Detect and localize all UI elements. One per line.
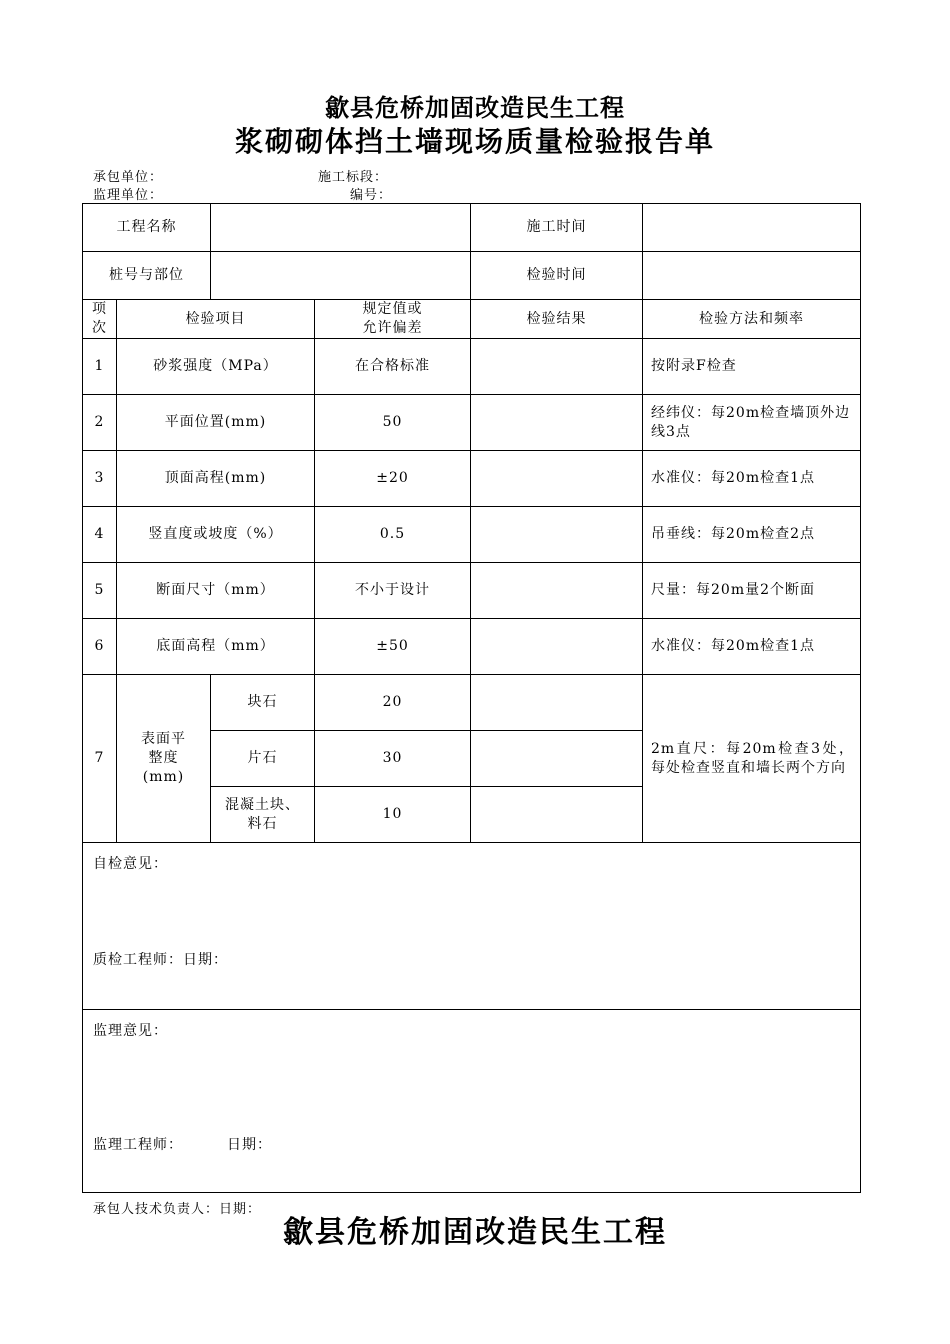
row-result[interactable]: [471, 451, 643, 507]
row-method: 按附录F检查: [643, 339, 861, 395]
supervision-row: [83, 1010, 861, 1193]
row-no: 2: [83, 395, 117, 451]
self-check-row: [83, 843, 861, 1010]
row-no: 5: [83, 563, 117, 619]
row-result[interactable]: [471, 395, 643, 451]
tech-lead-signature: 承包人技术负责人：日期：: [93, 1202, 262, 1217]
flatness-item: 表面平 整度 (mm): [117, 675, 211, 843]
row-result[interactable]: [471, 787, 643, 843]
report-title: 浆砌砌体挡土墙现场质量检验报告单: [234, 125, 715, 158]
info-row-project: [83, 204, 861, 252]
contractor-label: 承包单位：: [93, 170, 164, 185]
row-spec: 不小于设计: [315, 563, 471, 619]
table-row: [83, 395, 861, 451]
row-item: 竖直度或坡度（%）: [117, 507, 315, 563]
flatness-method: 2m直尺：每20m检查3处，每处检查竖直和墙长两个方向: [643, 675, 861, 843]
result-header: 检验结果: [471, 300, 643, 339]
sub-item-block-stone: 块石: [211, 675, 315, 731]
row-method: 水准仪：每20m检查1点: [643, 619, 861, 675]
inspection-table: [82, 203, 861, 1193]
number-label: 编号：: [350, 188, 393, 203]
build-time-value[interactable]: [643, 204, 861, 252]
row-item: 平面位置(mm): [117, 395, 315, 451]
row-no: 4: [83, 507, 117, 563]
inspect-time-value[interactable]: [643, 252, 861, 300]
row-spec: 10: [315, 787, 471, 843]
row-result[interactable]: [471, 339, 643, 395]
supervision-engineer-signature: 监理工程师： 日期：: [93, 1137, 272, 1153]
row-no: 6: [83, 619, 117, 675]
column-header-row: [83, 300, 861, 339]
row-no: 3: [83, 451, 117, 507]
project-title: 歙县危桥加固改造民生工程: [325, 93, 625, 122]
self-check-label: 自检意见：: [93, 856, 168, 872]
section-label: 施工标段：: [318, 170, 389, 185]
item-header: 检验项目: [117, 300, 315, 339]
project-name-value[interactable]: [211, 204, 471, 252]
row-result[interactable]: [471, 731, 643, 787]
sub-item-slab-stone: 片石: [211, 731, 315, 787]
supervision-box[interactable]: [83, 1010, 861, 1193]
row-result[interactable]: [471, 675, 643, 731]
row-spec: 30: [315, 731, 471, 787]
table-row: [83, 451, 861, 507]
row-item: 断面尺寸（mm）: [117, 563, 315, 619]
row-spec: ±50: [315, 619, 471, 675]
stake-value[interactable]: [211, 252, 471, 300]
sub-item-concrete-block: 混凝土块、 料石: [211, 787, 315, 843]
seq-header: 项 次: [83, 300, 117, 339]
row-spec: ±20: [315, 451, 471, 507]
row-no: 1: [83, 339, 117, 395]
spec-header: 规定值或 允许偏差: [315, 300, 471, 339]
stake-label: 桩号与部位: [83, 252, 211, 300]
table-row: [83, 619, 861, 675]
method-header: 检验方法和频率: [643, 300, 861, 339]
row-item: 砂浆强度（MPa）: [117, 339, 315, 395]
row-no: 7: [83, 675, 117, 843]
row-item: 顶面高程(mm): [117, 451, 315, 507]
row-spec: 0.5: [315, 507, 471, 563]
supervision-label: 监理意见：: [93, 1023, 168, 1039]
build-time-label: 施工时间: [471, 204, 643, 252]
row-item: 底面高程（mm）: [117, 619, 315, 675]
row-spec: 50: [315, 395, 471, 451]
row-spec: 20: [315, 675, 471, 731]
row-method: 尺量：每20m量2个断面: [643, 563, 861, 619]
row-method: 吊垂线：每20m检查2点: [643, 507, 861, 563]
row-result[interactable]: [471, 507, 643, 563]
footer-project-title: 歙县危桥加固改造民生工程: [283, 1215, 667, 1250]
table-row-flatness: [83, 675, 861, 731]
row-method: 水准仪：每20m检查1点: [643, 451, 861, 507]
row-spec: 在合格标准: [315, 339, 471, 395]
project-name-label: 工程名称: [83, 204, 211, 252]
supervisor-unit-label: 监理单位：: [93, 188, 164, 203]
table-row: [83, 339, 861, 395]
qc-engineer-signature: 质检工程师：日期：: [93, 952, 228, 968]
table-row: [83, 507, 861, 563]
row-method: 经纬仪：每20m检查墙顶外边线3点: [643, 395, 861, 451]
info-row-stake: [83, 252, 861, 300]
inspect-time-label: 检验时间: [471, 252, 643, 300]
row-result[interactable]: [471, 619, 643, 675]
table-row: [83, 563, 861, 619]
row-result[interactable]: [471, 563, 643, 619]
self-check-box[interactable]: [83, 843, 861, 1010]
